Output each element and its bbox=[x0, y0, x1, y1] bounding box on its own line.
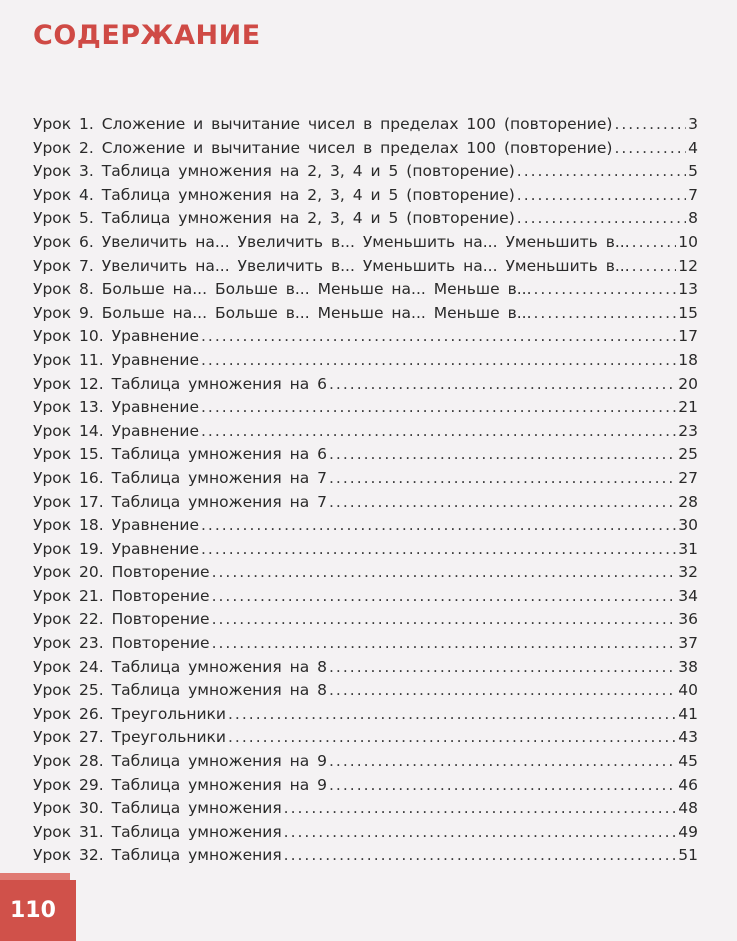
dot-leader bbox=[284, 821, 677, 845]
lesson-number: 31. bbox=[79, 822, 104, 841]
dot-leader bbox=[329, 443, 676, 467]
toc-entry[interactable] bbox=[33, 726, 698, 750]
page-reference: 20 bbox=[678, 374, 698, 393]
page-reference: 48 bbox=[678, 799, 698, 818]
lesson-title: Уравнение bbox=[111, 327, 199, 346]
lesson-word: Урок bbox=[33, 374, 72, 393]
lesson-word: Урок bbox=[33, 752, 72, 771]
dot-leader bbox=[212, 632, 677, 656]
lesson-title: Таблица умножения на 9 bbox=[111, 775, 327, 794]
lesson-word: Урок bbox=[33, 303, 72, 322]
page-number: 110 bbox=[10, 898, 56, 923]
dot-leader bbox=[201, 538, 676, 562]
toc-entry[interactable] bbox=[33, 302, 698, 326]
lesson-word: Урок bbox=[33, 516, 72, 535]
lesson-word: Урок bbox=[33, 704, 72, 723]
page-reference: 45 bbox=[678, 752, 698, 771]
page-reference: 40 bbox=[678, 681, 698, 700]
page-reference: 12 bbox=[678, 256, 698, 275]
dot-leader bbox=[201, 396, 676, 420]
lesson-word: Урок bbox=[33, 185, 72, 204]
page-reference: 3 bbox=[688, 115, 698, 133]
toc-entry[interactable] bbox=[33, 491, 698, 515]
lesson-number: 15. bbox=[79, 445, 104, 464]
dot-leader bbox=[228, 726, 676, 750]
lesson-word: Урок bbox=[33, 138, 72, 157]
dot-leader bbox=[329, 774, 676, 798]
page-reference: 37 bbox=[678, 634, 698, 653]
lesson-word: Урок bbox=[33, 280, 72, 299]
page-reference: 34 bbox=[678, 586, 698, 605]
lesson-title: Больше на... Больше в... Меньше на... Меньше в... bbox=[101, 303, 532, 322]
lesson-title: Больше на... Больше в... Меньше на... Меньше в... bbox=[101, 280, 532, 299]
toc-entry[interactable] bbox=[33, 608, 698, 632]
lesson-title: Таблица умножения bbox=[111, 846, 282, 865]
toc-entry[interactable] bbox=[33, 821, 698, 845]
lesson-title: Таблица умножения на 9 bbox=[111, 752, 327, 771]
lesson-word: Урок bbox=[33, 209, 72, 228]
lesson-number: 28. bbox=[79, 752, 104, 771]
lesson-title: Уравнение bbox=[111, 350, 199, 369]
dot-leader bbox=[517, 184, 686, 208]
toc-entry[interactable] bbox=[33, 255, 698, 279]
lesson-word: Урок bbox=[33, 846, 72, 865]
dot-leader bbox=[212, 608, 677, 632]
lesson-number: 17. bbox=[79, 492, 104, 511]
lesson-title: Таблица умножения на 2, 3, 4 и 5 (повторение) bbox=[101, 209, 515, 228]
lesson-number: 6. bbox=[79, 232, 94, 251]
dot-leader bbox=[329, 373, 676, 397]
dot-leader bbox=[517, 160, 686, 184]
lesson-number: 5. bbox=[79, 209, 94, 228]
page-reference: 38 bbox=[678, 657, 698, 676]
page-reference: 41 bbox=[678, 704, 698, 723]
lesson-number: 3. bbox=[79, 162, 94, 181]
lesson-number: 24. bbox=[79, 657, 104, 676]
page-reference: 8 bbox=[688, 209, 698, 228]
lesson-title: Таблица умножения на 2, 3, 4 и 5 (повторение) bbox=[101, 185, 515, 204]
page-reference: 51 bbox=[678, 846, 698, 865]
lesson-title: Увеличить на... Увеличить в... Уменьшить на... Уменьшить в... bbox=[101, 256, 630, 275]
lesson-title: Уравнение bbox=[111, 421, 199, 440]
toc-entry[interactable] bbox=[33, 679, 698, 703]
toc-entry[interactable] bbox=[33, 750, 698, 774]
page-title: СОДЕРЖАНИЕ bbox=[33, 20, 261, 51]
page-reference: 23 bbox=[678, 421, 698, 440]
toc-entry[interactable] bbox=[33, 373, 698, 397]
lesson-number: 13. bbox=[79, 398, 104, 417]
lesson-number: 12. bbox=[79, 374, 104, 393]
page-reference: 18 bbox=[678, 350, 698, 369]
page-reference: 36 bbox=[678, 610, 698, 629]
lesson-word: Урок bbox=[33, 421, 72, 440]
toc-entry[interactable] bbox=[33, 278, 698, 302]
lesson-word: Урок bbox=[33, 492, 72, 511]
lesson-number: 23. bbox=[79, 634, 104, 653]
lesson-number: 29. bbox=[79, 775, 104, 794]
page-reference: 30 bbox=[678, 516, 698, 535]
lesson-title: Треугольники bbox=[111, 728, 226, 747]
toc-entry[interactable] bbox=[33, 420, 698, 444]
toc-entry[interactable] bbox=[33, 396, 698, 420]
lesson-title: Уравнение bbox=[111, 539, 199, 558]
toc-entry[interactable] bbox=[33, 325, 698, 349]
dot-leader bbox=[517, 207, 686, 231]
toc-entry[interactable] bbox=[33, 514, 698, 538]
page-number-tab bbox=[0, 880, 76, 941]
lesson-number: 11. bbox=[79, 350, 104, 369]
toc-entry[interactable] bbox=[33, 774, 698, 798]
page-reference: 25 bbox=[678, 445, 698, 464]
toc-entry[interactable] bbox=[33, 113, 698, 137]
toc-entry[interactable] bbox=[33, 467, 698, 491]
lesson-number: 20. bbox=[79, 563, 104, 582]
page-reference: 32 bbox=[678, 563, 698, 582]
dot-leader bbox=[201, 514, 676, 538]
dot-leader bbox=[284, 797, 677, 821]
dot-leader bbox=[329, 467, 676, 491]
lesson-number: 32. bbox=[79, 846, 104, 865]
toc-entry[interactable] bbox=[33, 703, 698, 727]
toc-entry[interactable] bbox=[33, 656, 698, 680]
lesson-word: Урок bbox=[33, 822, 72, 841]
lesson-title: Уравнение bbox=[111, 516, 199, 535]
toc-entry[interactable] bbox=[33, 137, 698, 161]
page-reference: 28 bbox=[678, 492, 698, 511]
lesson-number: 19. bbox=[79, 539, 104, 558]
dot-leader bbox=[212, 585, 677, 609]
lesson-title: Таблица умножения на 7 bbox=[111, 492, 327, 511]
toc-entry[interactable] bbox=[33, 184, 698, 208]
toc-entry[interactable] bbox=[33, 160, 698, 184]
page-reference: 46 bbox=[678, 775, 698, 794]
page-reference: 27 bbox=[678, 468, 698, 487]
dot-leader bbox=[228, 703, 676, 727]
dot-leader bbox=[632, 231, 677, 255]
lesson-word: Урок bbox=[33, 657, 72, 676]
lesson-word: Урок bbox=[33, 468, 72, 487]
toc-entry[interactable] bbox=[33, 632, 698, 656]
lesson-word: Урок bbox=[33, 445, 72, 464]
dot-leader bbox=[632, 255, 677, 279]
toc-entry[interactable] bbox=[33, 561, 698, 585]
page-reference: 17 bbox=[678, 327, 698, 346]
toc-entry[interactable] bbox=[33, 538, 698, 562]
lesson-number: 10. bbox=[79, 327, 104, 346]
lesson-number: 26. bbox=[79, 704, 104, 723]
page-reference: 43 bbox=[678, 728, 698, 747]
lesson-title: Повторение bbox=[111, 610, 210, 629]
lesson-word: Урок bbox=[33, 539, 72, 558]
lesson-number: 27. bbox=[79, 728, 104, 747]
lesson-word: Урок bbox=[33, 681, 72, 700]
toc-entry[interactable] bbox=[33, 207, 698, 231]
table-of-contents bbox=[33, 113, 698, 868]
lesson-word: Урок bbox=[33, 162, 72, 181]
lesson-word: Урок bbox=[33, 327, 72, 346]
lesson-number: 18. bbox=[79, 516, 104, 535]
toc-entry[interactable] bbox=[33, 231, 698, 255]
lesson-number: 1. bbox=[79, 115, 94, 133]
lesson-title: Таблица умножения на 6 bbox=[111, 374, 327, 393]
page-reference: 49 bbox=[678, 822, 698, 841]
lesson-number: 30. bbox=[79, 799, 104, 818]
lesson-word: Урок bbox=[33, 563, 72, 582]
lesson-number: 22. bbox=[79, 610, 104, 629]
toc-entry[interactable] bbox=[33, 844, 698, 868]
lesson-number: 8. bbox=[79, 280, 94, 299]
dot-leader bbox=[329, 750, 676, 774]
lesson-number: 2. bbox=[79, 138, 94, 157]
lesson-title: Увеличить на... Увеличить в... Уменьшить на... Уменьшить в... bbox=[101, 232, 630, 251]
lesson-title: Уравнение bbox=[111, 398, 199, 417]
lesson-word: Урок bbox=[33, 115, 72, 133]
lesson-title: Треугольники bbox=[111, 704, 226, 723]
dot-leader bbox=[201, 325, 676, 349]
dot-leader bbox=[201, 420, 676, 444]
lesson-title: Сложение и вычитание чисел в пределах 100 (повторение) bbox=[101, 138, 613, 157]
lesson-word: Урок bbox=[33, 775, 72, 794]
lesson-title: Повторение bbox=[111, 586, 210, 605]
lesson-number: 9. bbox=[79, 303, 94, 322]
lesson-word: Урок bbox=[33, 398, 72, 417]
lesson-title: Повторение bbox=[111, 563, 210, 582]
lesson-word: Урок bbox=[33, 799, 72, 818]
lesson-title: Таблица умножения на 2, 3, 4 и 5 (повторение) bbox=[101, 162, 515, 181]
lesson-title: Таблица умножения на 7 bbox=[111, 468, 327, 487]
page-reference: 31 bbox=[678, 539, 698, 558]
page-reference: 7 bbox=[688, 185, 698, 204]
dot-leader bbox=[329, 656, 676, 680]
dot-leader bbox=[614, 113, 686, 137]
lesson-number: 16. bbox=[79, 468, 104, 487]
page-reference: 21 bbox=[678, 398, 698, 417]
dot-leader bbox=[212, 561, 677, 585]
lesson-number: 14. bbox=[79, 421, 104, 440]
lesson-title: Таблица умножения на 6 bbox=[111, 445, 327, 464]
lesson-word: Урок bbox=[33, 728, 72, 747]
lesson-title: Сложение и вычитание чисел в пределах 100 (повторение) bbox=[101, 115, 613, 133]
dot-leader bbox=[534, 302, 677, 326]
page-reference: 5 bbox=[688, 162, 698, 181]
lesson-number: 21. bbox=[79, 586, 104, 605]
lesson-title: Таблица умножения bbox=[111, 799, 282, 818]
toc-entry[interactable] bbox=[33, 797, 698, 821]
dot-leader bbox=[329, 491, 676, 515]
toc-entry[interactable] bbox=[33, 443, 698, 467]
toc-entry[interactable] bbox=[33, 349, 698, 373]
lesson-number: 4. bbox=[79, 185, 94, 204]
page-reference: 4 bbox=[688, 138, 698, 157]
lesson-title: Повторение bbox=[111, 634, 210, 653]
lesson-word: Урок bbox=[33, 350, 72, 369]
lesson-number: 7. bbox=[79, 256, 94, 275]
lesson-word: Урок bbox=[33, 586, 72, 605]
lesson-word: Урок bbox=[33, 256, 72, 275]
lesson-word: Урок bbox=[33, 634, 72, 653]
lesson-title: Таблица умножения на 8 bbox=[111, 657, 327, 676]
dot-leader bbox=[201, 349, 676, 373]
lesson-title: Таблица умножения bbox=[111, 822, 282, 841]
lesson-word: Урок bbox=[33, 232, 72, 251]
dot-leader bbox=[534, 278, 677, 302]
page-reference: 10 bbox=[678, 232, 698, 251]
lesson-number: 25. bbox=[79, 681, 104, 700]
dot-leader bbox=[329, 679, 676, 703]
dot-leader bbox=[284, 844, 677, 868]
page-reference: 15 bbox=[678, 303, 698, 322]
lesson-word: Урок bbox=[33, 610, 72, 629]
page-reference: 13 bbox=[678, 280, 698, 299]
dot-leader bbox=[614, 137, 686, 161]
lesson-title: Таблица умножения на 8 bbox=[111, 681, 327, 700]
toc-entry[interactable] bbox=[33, 585, 698, 609]
